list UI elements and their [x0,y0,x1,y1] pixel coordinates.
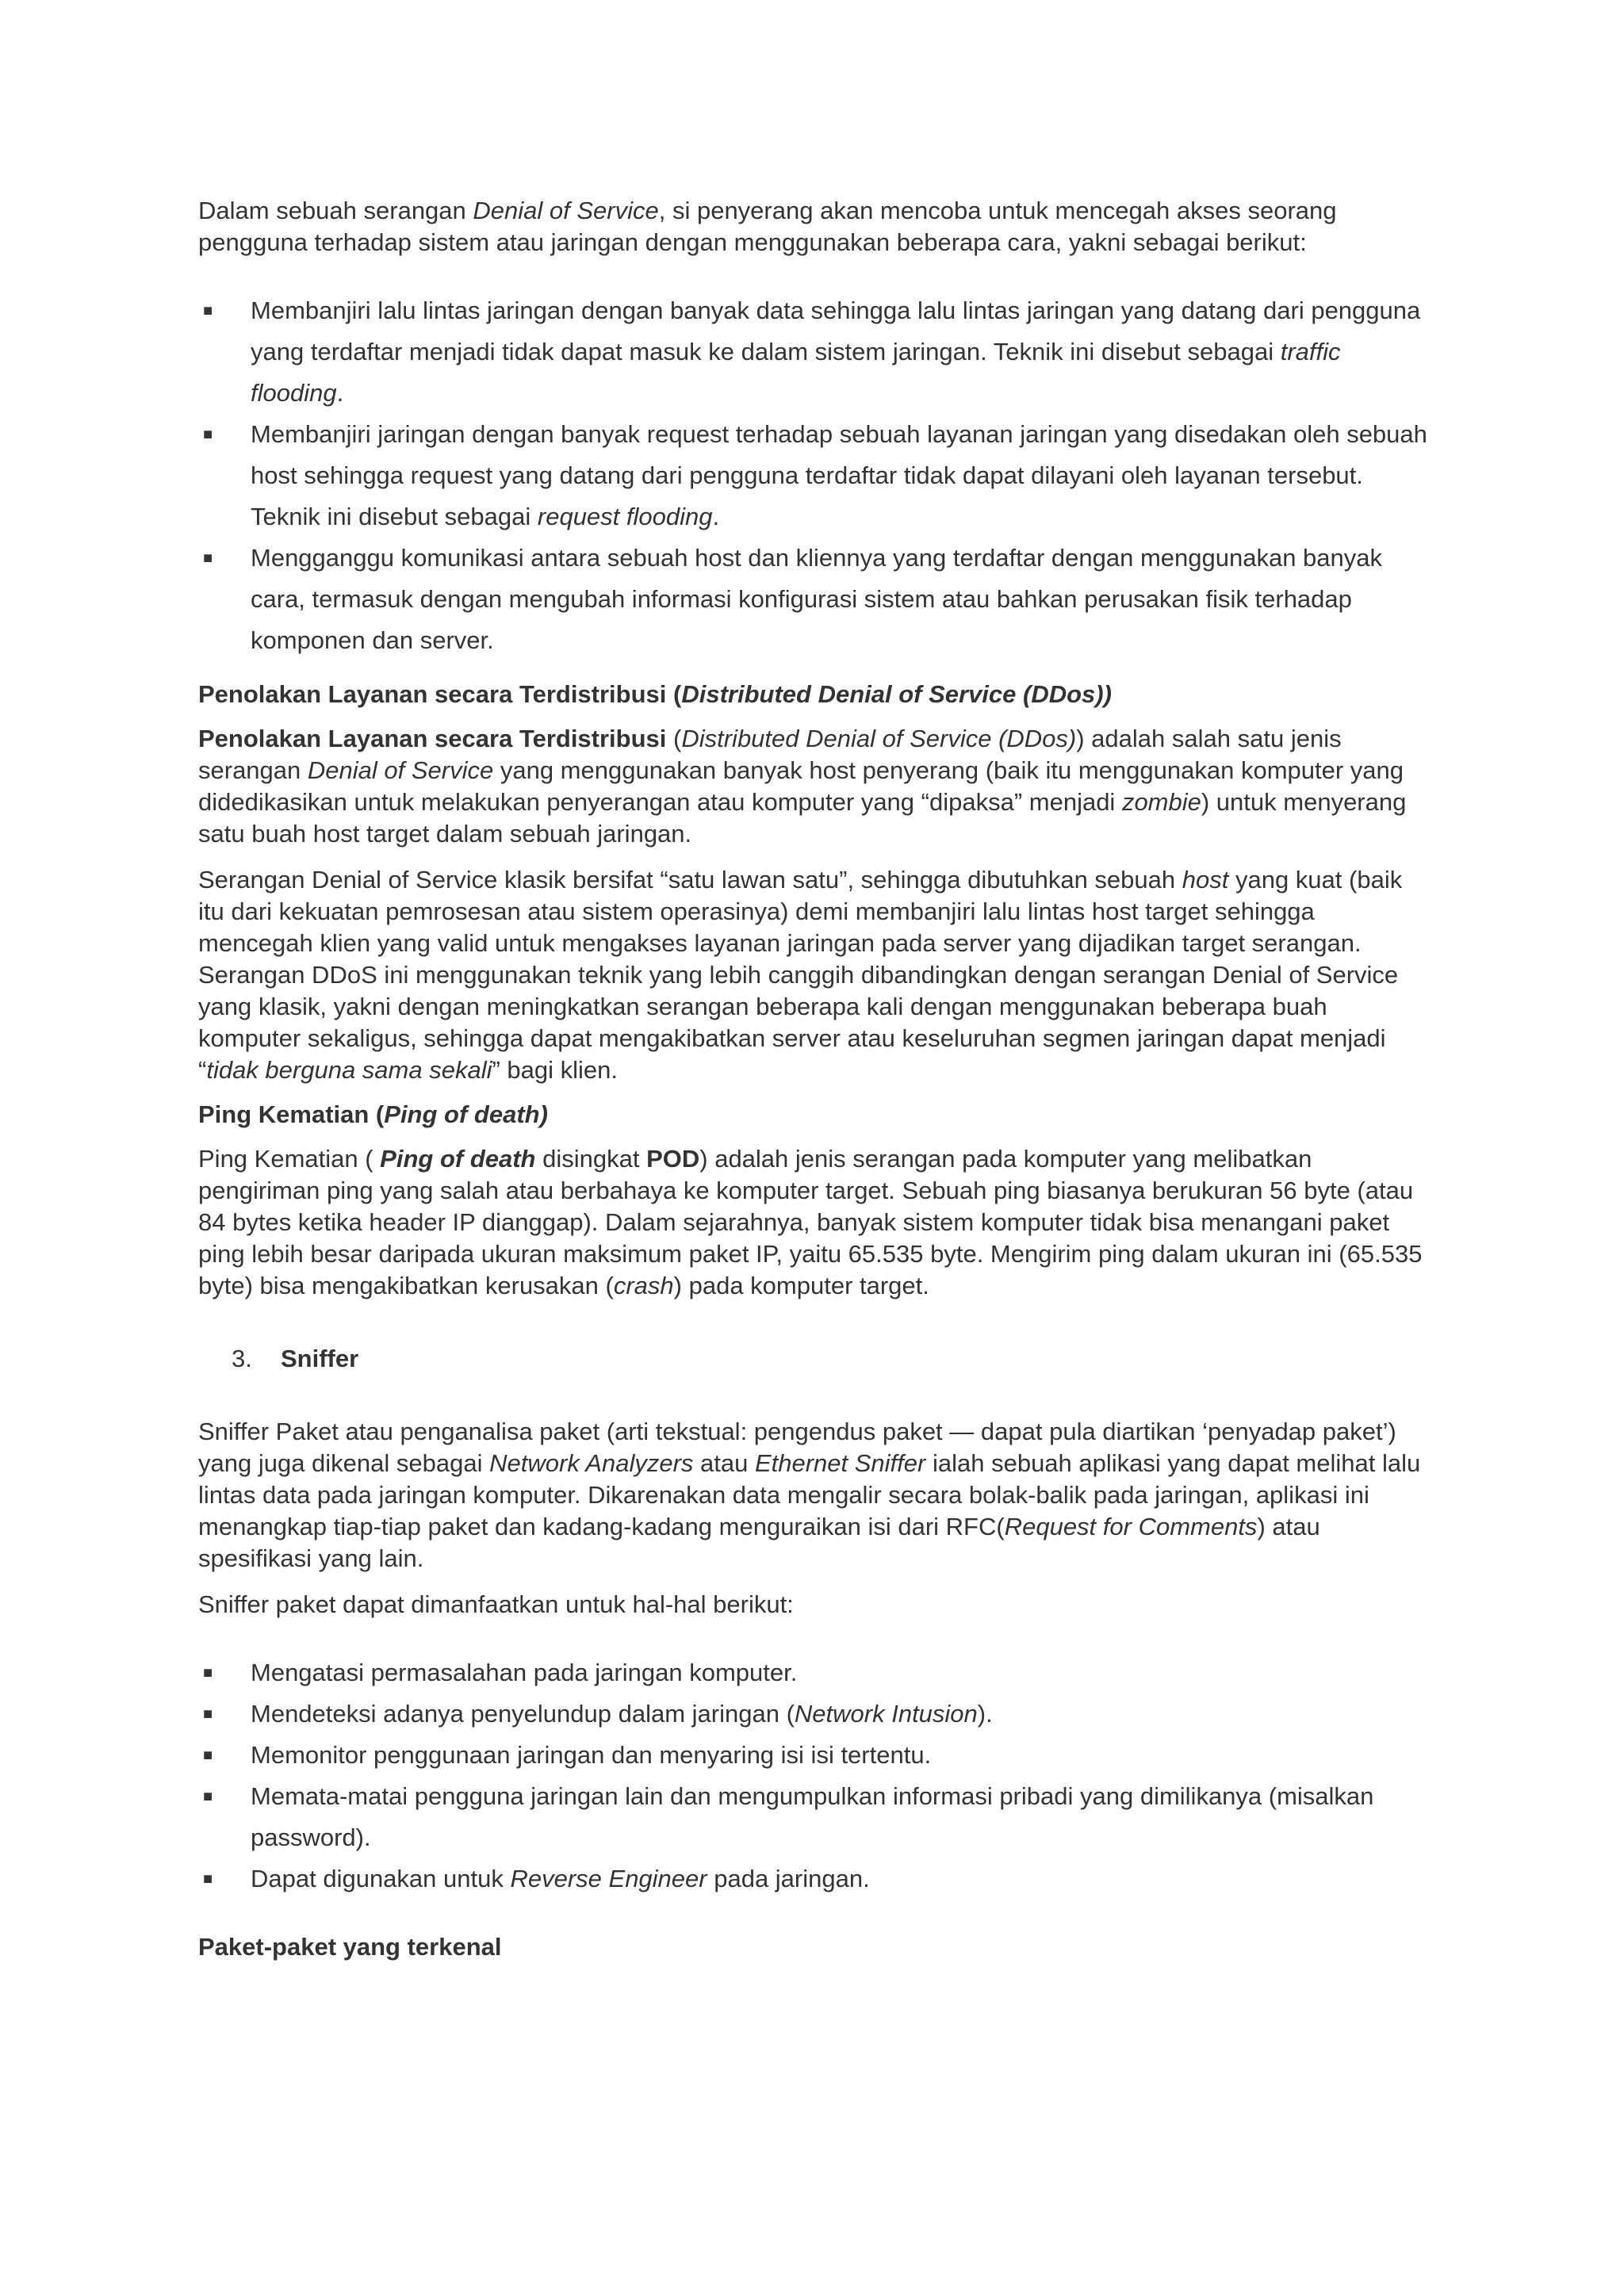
sniffer-paragraph-2: Sniffer paket dapat dimanfaatkan untuk hal-hal berikut: [198,1590,794,1618]
square-bullet-icon: ■ [203,302,213,320]
square-bullet-icon: ■ [203,1870,213,1888]
dos-methods-list [198,290,1434,661]
sniffer-heading: 3. Sniffer [232,1345,359,1372]
list-item: ■ Mendeteksi adanya penyelundup dalam jaringan (Network Intusion). [198,1693,1434,1735]
ddos-paragraph-2: Serangan Denial of Service klasik bersifat “satu lawan satu”, sehingga dibutuhkan sebuah host yang kuat (baik itu dari kekuatan pemrosesan atau sistem operasinya) demi membanjiri lalu lintas host target sehingga mencegah klien yang valid untuk mengakses layanan jaringan pada server yang dijadikan target serangan. Serangan DDoS ini menggunakan teknik yang lebih canggih dibandingkan dengan serangan Denial of Service yang klasik, yakni dengan meningkatkan serangan beberapa kali dengan menggunakan beberapa buah komputer sekaligus, sehingga dapat mengakibatkan server atau keseluruhan segmen jaringan dapat menjadi “tidak berguna sama sekali” bagi klien. [198,866,1403,1084]
list-item: ■ Mengganggu komunikasi antara sebuah host dan kliennya yang terdaftar dengan menggunakan banyak cara, termasuk dengan mengubah informasi konfigurasi sistem atau bahkan perusakan fisik terhadap komponen dan server. [198,538,1434,661]
square-bullet-icon: ■ [203,1705,213,1723]
famous-packets-heading: Paket-paket yang terkenal [198,1933,502,1961]
square-bullet-icon: ■ [203,1788,213,1805]
pod-paragraph: Ping Kematian ( Ping of death disingkat POD) adalah jenis serangan pada komputer yang melibatkan pengiriman ping yang salah atau berbahaya ke komputer target. Sebuah ping biasanya berukuran 56 byte (atau 84 bytes ketika header IP dianggap). Dalam sejarahnya, banyak sistem komputer tidak bisa menangani paket ping lebih besar daripada ukuran maksimum paket IP, yaitu 65.535 byte. Mengirim ping dalam ukuran ini (65.535 byte) bisa mengakibatkan kerusakan (crash) pada komputer target. [198,1145,1423,1299]
ddos-heading: Penolakan Layanan secara Terdistribusi (Distributed Denial of Service (DDos)) [198,680,1112,708]
pod-heading: Ping Kematian (Ping of death) [198,1100,548,1128]
list-item: ■ Dapat digunakan untuk Reverse Engineer pada jaringan. [198,1858,1434,1900]
dos-intro-paragraph: Dalam sebuah serangan Denial of Service, si penyerang akan mencoba untuk mencegah akses seorang pengguna terhadap sistem atau jaringan dengan menggunakan beberapa cara, yakni sebagai berikut: [198,197,1337,256]
sniffer-uses-list [198,1652,1434,1900]
square-bullet-icon: ■ [203,1664,213,1682]
list-item: ■ Memonitor penggunaan jaringan dan menyaring isi isi tertentu. [198,1735,1434,1776]
ddos-paragraph-1: Penolakan Layanan secara Terdistribusi (Distributed Denial of Service (DDos)) adalah salah satu jenis serangan Denial of Service yang menggunakan banyak host penyerang (baik itu menggunakan komputer yang didedikasikan untuk melakukan penyerangan atau komputer yang “dipaksa” menjadi zombie) untuk menyerang satu buah host target dalam sebuah jaringan. [198,725,1407,848]
square-bullet-icon: ■ [203,426,213,443]
sniffer-paragraph-1: Sniffer Paket atau penganalisa paket (arti tekstual: pengendus paket — dapat pula diartikan ‘penyadap paket’) yang juga dikenal sebagai Network Analyzers atau Ethernet Sniffer ialah sebuah aplikasi yang dapat melihat lalu lintas data pada jaringan komputer. Dikarenakan data mengalir secara bolak-balik pada jaringan, aplikasi ini menangkap tiap-tiap paket dan kadang-kadang menguraikan isi dari RFC(Request for Comments) atau spesifikasi yang lain. [198,1418,1421,1572]
list-item: ■ Membanjiri lalu lintas jaringan dengan banyak data sehingga lalu lintas jaringan yang datang dari pengguna yang terdaftar menjadi tidak dapat masuk ke dalam sistem jaringan. Teknik ini disebut sebagai traffic flooding. [198,290,1434,414]
square-bullet-icon: ■ [203,1747,213,1764]
square-bullet-icon: ■ [203,549,213,567]
list-item: ■ Memata-matai pengguna jaringan lain dan mengumpulkan informasi pribadi yang dimilikanya (misalkan password). [198,1776,1434,1858]
list-item: ■ Membanjiri jaringan dengan banyak request terhadap sebuah layanan jaringan yang disedakan oleh sebuah host sehingga request yang datang dari pengguna terdaftar tidak dapat dilayani oleh layanan tersebut. Teknik ini disebut sebagai request flooding. [198,414,1434,538]
list-item: ■ Mengatasi permasalahan pada jaringan komputer. [198,1652,1434,1693]
